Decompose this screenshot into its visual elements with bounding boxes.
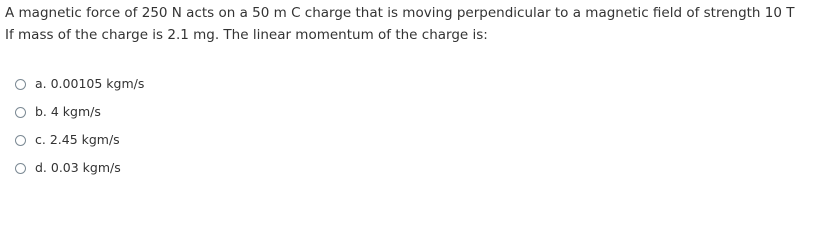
question-line-2: If mass of the charge is 2.1 mg. The linear momentum of the charge is:: [5, 27, 488, 43]
answer-label-a: a. 0.00105 kgm/s: [35, 76, 145, 91]
radio-button-d[interactable]: [15, 163, 26, 174]
answer-option-c[interactable]: [15, 126, 144, 154]
answer-label-c: c. 2.45 kgm/s: [35, 132, 120, 147]
answer-options: [15, 70, 144, 182]
answer-option-d[interactable]: [15, 154, 144, 182]
radio-button-a[interactable]: [15, 79, 26, 90]
radio-button-b[interactable]: [15, 107, 26, 118]
question-line-1: A magnetic force of 250 N acts on a 50 m C charge that is moving perpendicular to a magnetic field of strength 10 T: [5, 5, 795, 21]
answer-label-b: b. 4 kgm/s: [35, 104, 101, 119]
answer-option-b[interactable]: [15, 98, 144, 126]
question-text: [5, 2, 826, 46]
radio-button-c[interactable]: [15, 135, 26, 146]
answer-option-a[interactable]: [15, 70, 144, 98]
answer-label-d: d. 0.03 kgm/s: [35, 160, 121, 175]
